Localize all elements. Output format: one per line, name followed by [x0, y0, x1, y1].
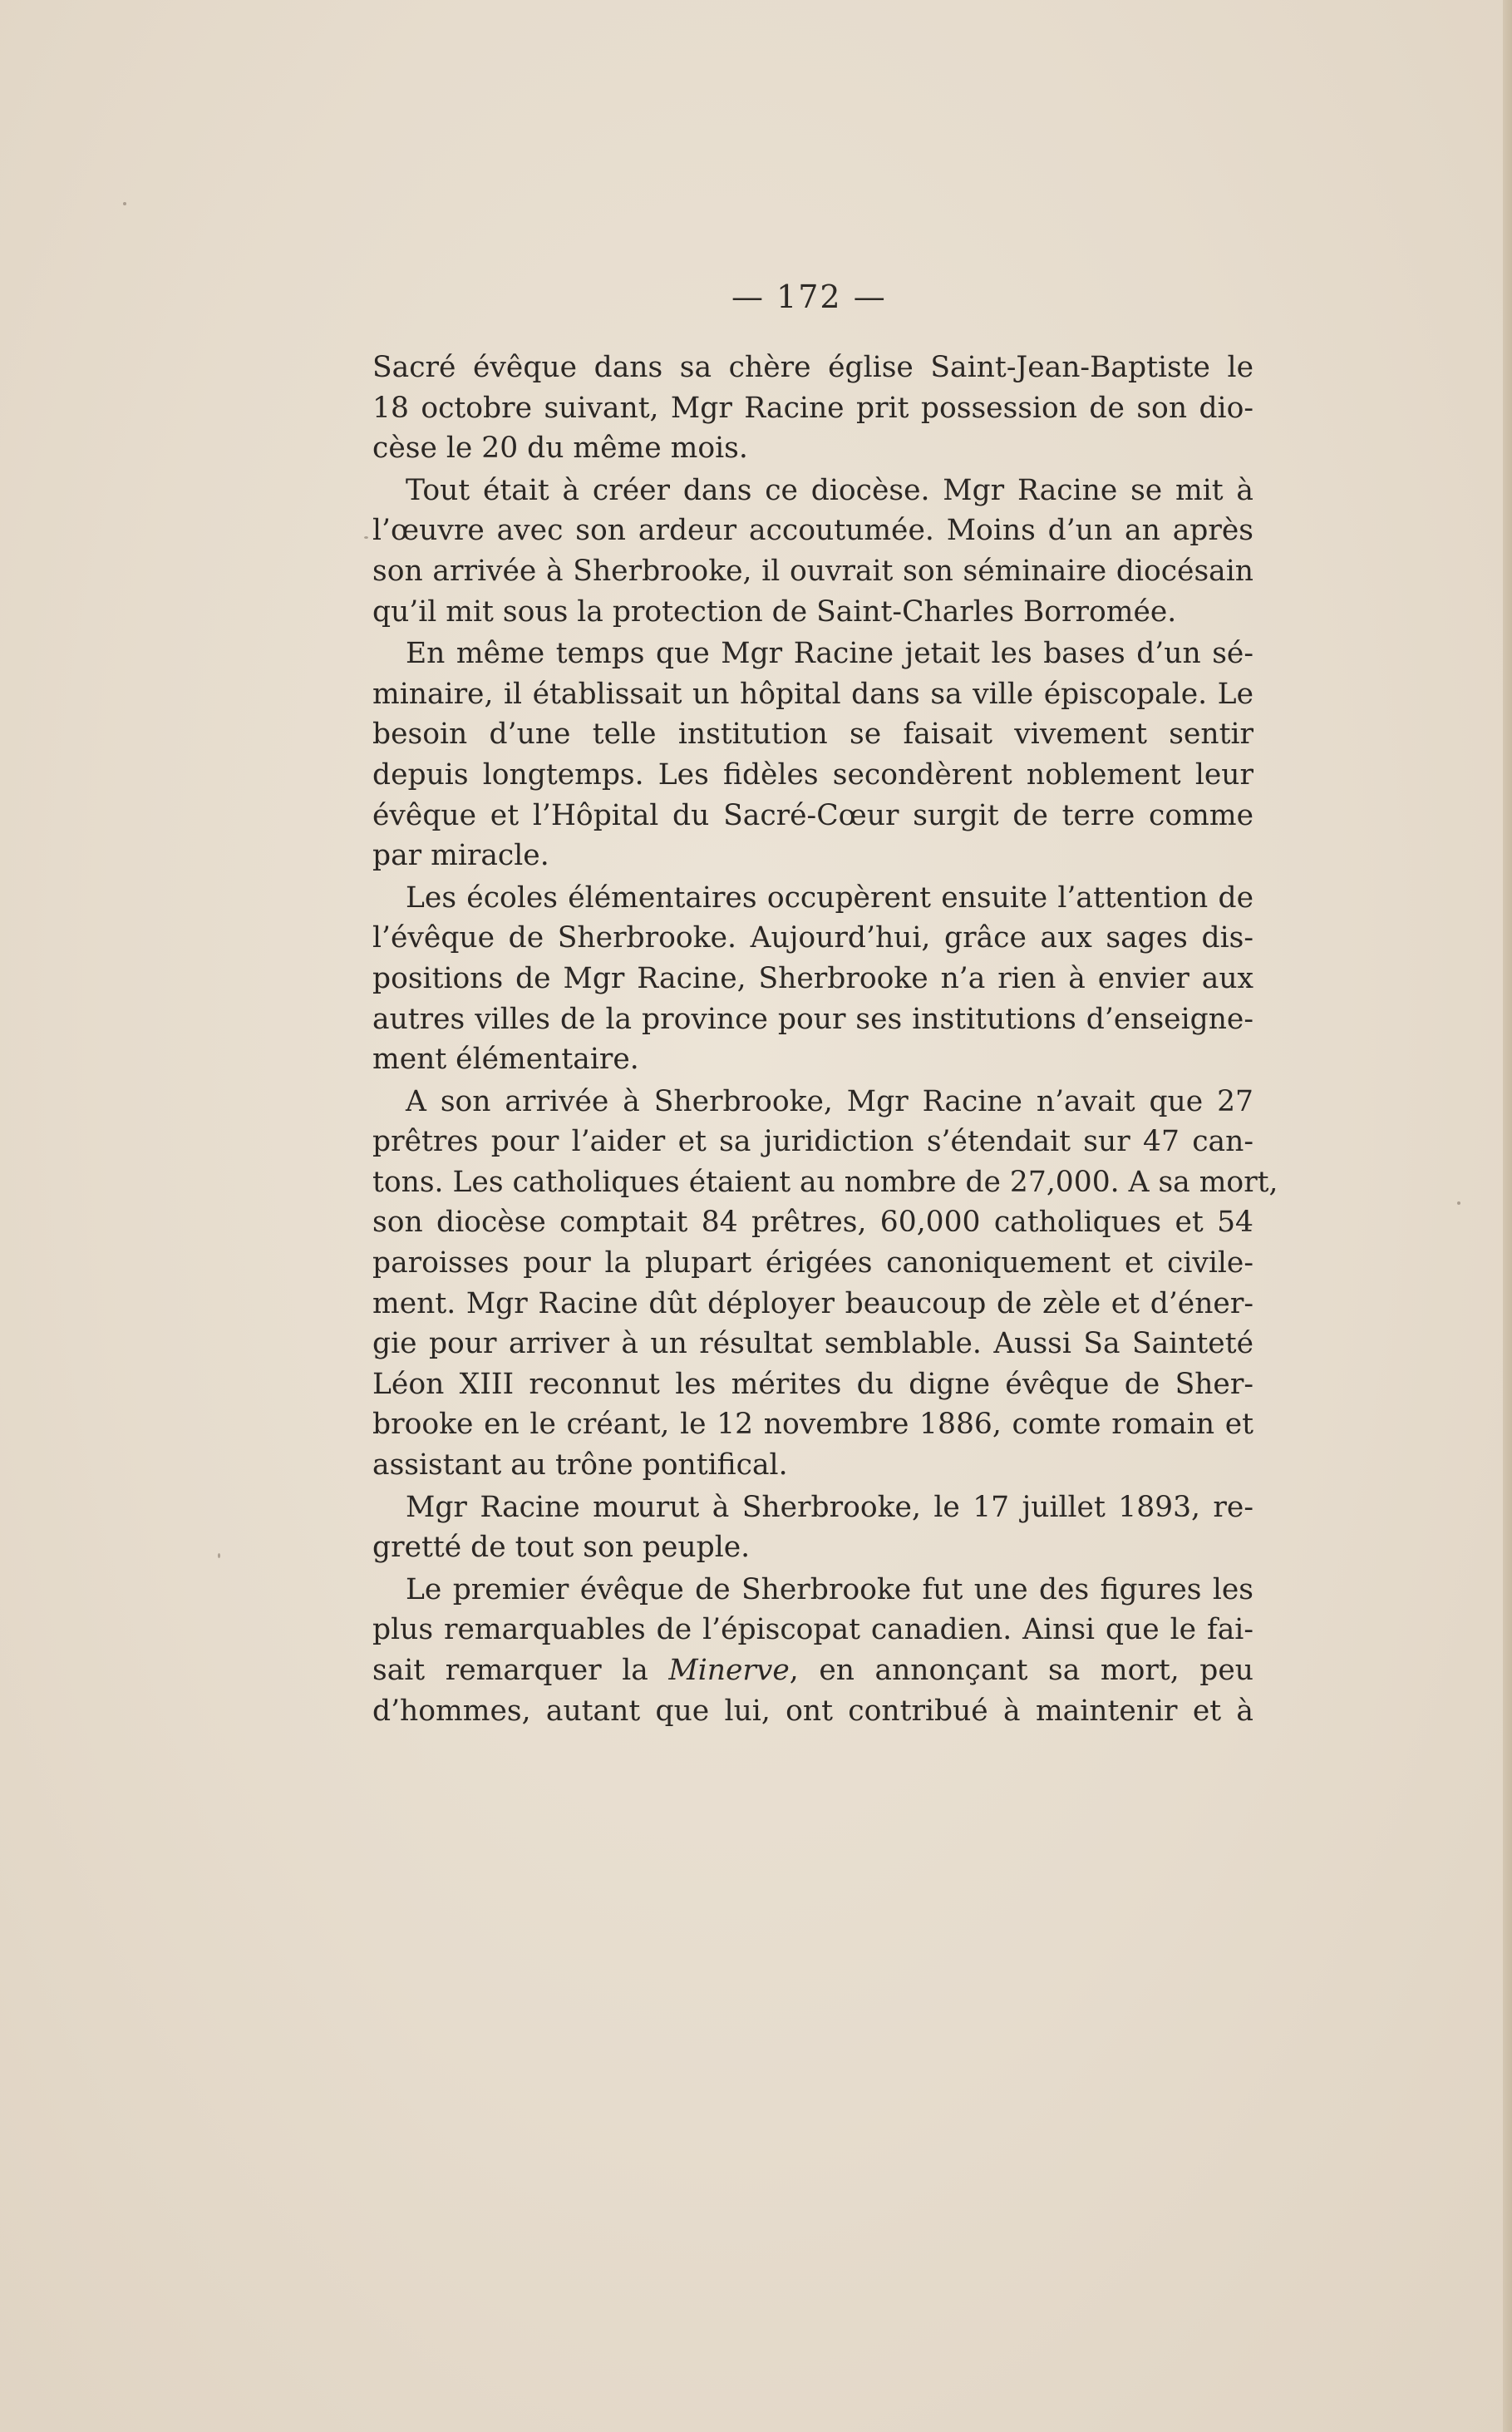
paragraph: [372, 471, 1253, 632]
text-line: minaire, il établissait un hôpital dans sa ville épiscopale. Le: [372, 677, 1253, 711]
text-line: évêque et l’Hôpital du Sacré-Cœur surgit de terre comme: [372, 798, 1253, 832]
text-line: Sacré évêque dans sa chère église Saint-Jean-Baptiste le: [372, 351, 1253, 384]
text-line: gie pour arriver à un résultat semblable. Aussi Sa Sainteté: [372, 1327, 1253, 1361]
paragraph: [372, 634, 1253, 876]
paper-speck: [218, 1553, 220, 1558]
text-line: autres villes de la province pour ses institutions d’enseigne-: [372, 1002, 1253, 1036]
text-line: A son arrivée à Sherbrooke, Mgr Racine n’avait que 27: [406, 1084, 1253, 1118]
text-line: Mgr Racine mourut à Sherbrooke, le 17 juillet 1893, re-: [406, 1490, 1253, 1524]
text-line: brooke en le créant, le 12 novembre 1886, comte romain et: [372, 1408, 1253, 1442]
text-line: Tout était à créer dans ce diocèse. Mgr Racine se mit à: [406, 473, 1253, 507]
paragraph: [372, 1487, 1253, 1568]
paragraph: [372, 878, 1253, 1080]
body-text: [372, 348, 1278, 1731]
minerve-before: sait remarquer la: [372, 1654, 669, 1687]
text-line: qu’il mit sous la protection de Saint-Charles Borromée.: [372, 594, 1177, 629]
paragraph: [372, 348, 1253, 469]
text-line: depuis longtemps. Les fidèles secondèrent noblement leur: [372, 757, 1253, 792]
text-line: son arrivée à Sherbrooke, il ouvrait son séminaire diocésain: [372, 554, 1253, 588]
text-line: Léon XIII reconnut les mérites du digne évêque de Sher-: [372, 1367, 1253, 1401]
text-line: assistant au trône pontifical.: [372, 1448, 788, 1482]
minerve-after: , en annonçant sa mort, peu: [789, 1654, 1253, 1687]
text-line: d’hommes, autant que lui, ont contribué à maintenir et à: [372, 1694, 1253, 1728]
text-line: son diocèse comptait 84 prêtres, 60,000 catholiques et 54: [372, 1206, 1253, 1240]
text-line: plus remarquables de l’épiscopat canadien. Ainsi que le fai-: [372, 1613, 1253, 1647]
minerve-title: Minerve: [668, 1654, 790, 1687]
text-line: tons. Les catholiques étaient au nombre de 27,000. A sa mort,: [372, 1165, 1278, 1199]
paper-speck: [1457, 1201, 1460, 1205]
text-line: l’œuvre avec son ardeur accoutumée. Moins d’un an après: [372, 514, 1253, 548]
paper-speck: [364, 536, 368, 539]
paper-speck: [123, 202, 126, 205]
page-number: — 172 —: [731, 279, 887, 315]
text-line-minerve: [372, 1650, 1253, 1691]
text-line: l’évêque de Sherbrooke. Aujourd’hui, grâce aux sages dis-: [372, 921, 1253, 955]
text-line: 18 octobre suivant, Mgr Racine prit possession de son dio-: [372, 391, 1253, 425]
text-line: Le premier évêque de Sherbrooke fut une des figures les: [406, 1572, 1253, 1606]
text-line: ment. Mgr Racine dût déployer beaucoup de zèle et d’éner-: [372, 1286, 1253, 1320]
text-line: paroisses pour la plupart érigées canoniquement et civile-: [372, 1246, 1253, 1280]
text-line: besoin d’une telle institution se faisait vivement sentir: [372, 718, 1253, 752]
page-edge: [1503, 0, 1512, 2432]
text-line: positions de Mgr Racine, Sherbrooke n’a rien à envier aux: [372, 961, 1253, 995]
text-line: En même temps que Mgr Racine jetait les bases d’un sé-: [406, 637, 1253, 671]
text-line: cèse le 20 du même mois.: [372, 432, 748, 466]
text-line: ment élémentaire.: [372, 1043, 639, 1077]
text-line: gretté de tout son peuple.: [372, 1531, 751, 1565]
paragraph: [372, 1570, 1253, 1731]
text-line: Les écoles élémentaires occupèrent ensuite l’attention de: [406, 881, 1253, 915]
text-line: prêtres pour l’aider et sa juridiction s’étendait sur 47 can-: [372, 1125, 1253, 1159]
text-line: par miracle.: [372, 839, 549, 873]
paragraph: [372, 1082, 1278, 1486]
